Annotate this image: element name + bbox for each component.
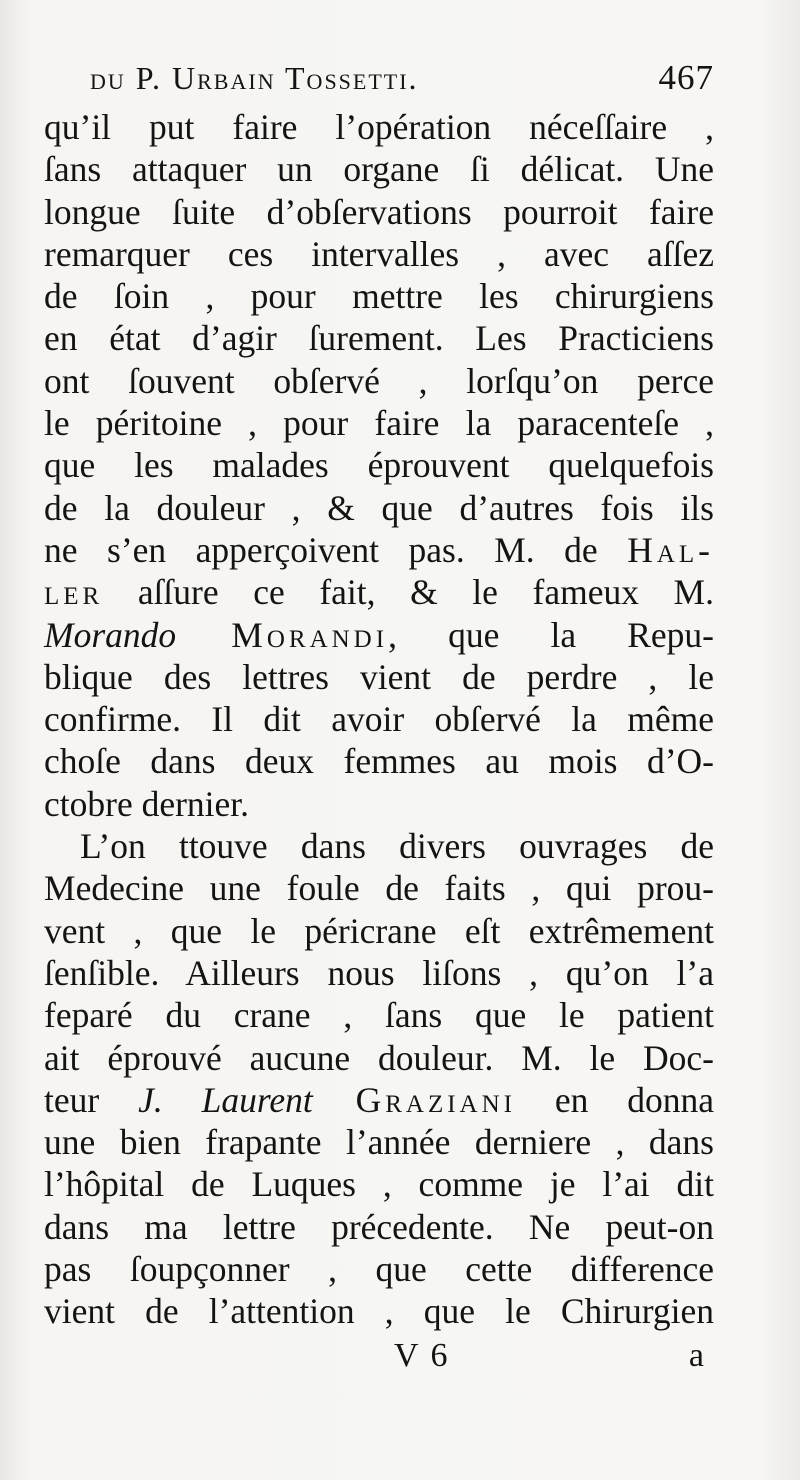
text-line: longue ſuite d’obſervations pourroit faire xyxy=(44,191,714,232)
text-line: de la douleur , & que d’autres fois ils xyxy=(44,487,714,528)
text-line: choſe dans deux femmes au mois d’O- xyxy=(44,741,714,782)
text-line xyxy=(44,1079,714,1121)
text-line: ait éprouvé aucune douleur. M. le Doc- xyxy=(44,1037,714,1078)
text-line: Medecine une foule de faits , qui prou- xyxy=(44,868,714,909)
text-line: l’hôpital de Luques , comme je l’ai dit xyxy=(44,1164,714,1205)
text-line: ont ſouvent obſervé , lorſqu’on perce xyxy=(44,360,714,401)
text-run: aſſure ce fait, & le fameux M. xyxy=(103,572,714,613)
author-name-graziani: Graziani xyxy=(312,1079,516,1120)
text-line xyxy=(44,529,714,571)
text-line: le péritoine , pour faire la paracenteſe , xyxy=(44,403,714,444)
text-line: ctobre dernier. xyxy=(44,783,250,824)
signature-mark: V 6 xyxy=(394,1336,450,1374)
author-firstname-morando: Morando xyxy=(44,614,177,655)
paragraph-1 xyxy=(44,106,714,825)
page-number: 467 xyxy=(658,58,714,97)
text-line: feparé du crane , ſans que le patient xyxy=(44,995,714,1036)
text-line: pas ſoupçonner , que cette difference xyxy=(44,1249,714,1290)
running-head xyxy=(44,56,714,106)
text-run: , que la Repu- xyxy=(388,614,714,655)
text-line: en état d’agir ſurement. Les Practiciens xyxy=(44,318,714,359)
text-line: blique des lettres vient de perdre , le xyxy=(44,656,714,697)
paragraph-2 xyxy=(44,825,714,1333)
text-line xyxy=(44,614,714,656)
page-footer xyxy=(44,1335,714,1383)
text-block xyxy=(44,56,714,1383)
author-name-haller: Hal- xyxy=(627,529,714,570)
author-name-morandi: Morandi xyxy=(176,614,389,655)
text-line: qu’il put faire l’opération néceſſaire , xyxy=(44,107,714,147)
text-line: que les malades éprouvent quelquefois xyxy=(44,445,714,486)
text-line: confirme. Il dit avoir obſervé la même xyxy=(44,699,714,740)
text-line: une bien frapante l’année derniere , dans xyxy=(44,1122,714,1163)
text-line: ſans attaquer un organe ſi délicat. Une xyxy=(44,149,714,190)
text-line xyxy=(44,571,714,613)
text-line: L’on ttouve dans divers ouvrages de xyxy=(80,826,714,867)
text-line: remarquer ces intervalles , avec aſſez xyxy=(44,233,714,274)
text-line: ſenſible. Ailleurs nous liſons , qu’on l’a xyxy=(44,952,714,993)
catchword: a xyxy=(688,1336,704,1374)
text-run: teur xyxy=(44,1079,139,1120)
running-title: du P. Urbain Tossetti. xyxy=(90,60,419,96)
text-line: de ſoin , pour mettre les chirurgiens xyxy=(44,276,714,317)
text-run: en donna xyxy=(515,1079,714,1120)
text-line: vient de l’attention , que le Chirurgien xyxy=(44,1291,714,1332)
author-firstname-laurent: J. Laurent xyxy=(138,1079,313,1120)
author-name-haller-cont: ler xyxy=(44,572,104,613)
text-run: ne s’en apperçoivent pas. M. de xyxy=(44,529,628,570)
text-line: vent , que le péricrane eſt extrêmement xyxy=(44,910,714,951)
text-line: dans ma lettre précedente. Ne peut-on xyxy=(44,1206,714,1247)
